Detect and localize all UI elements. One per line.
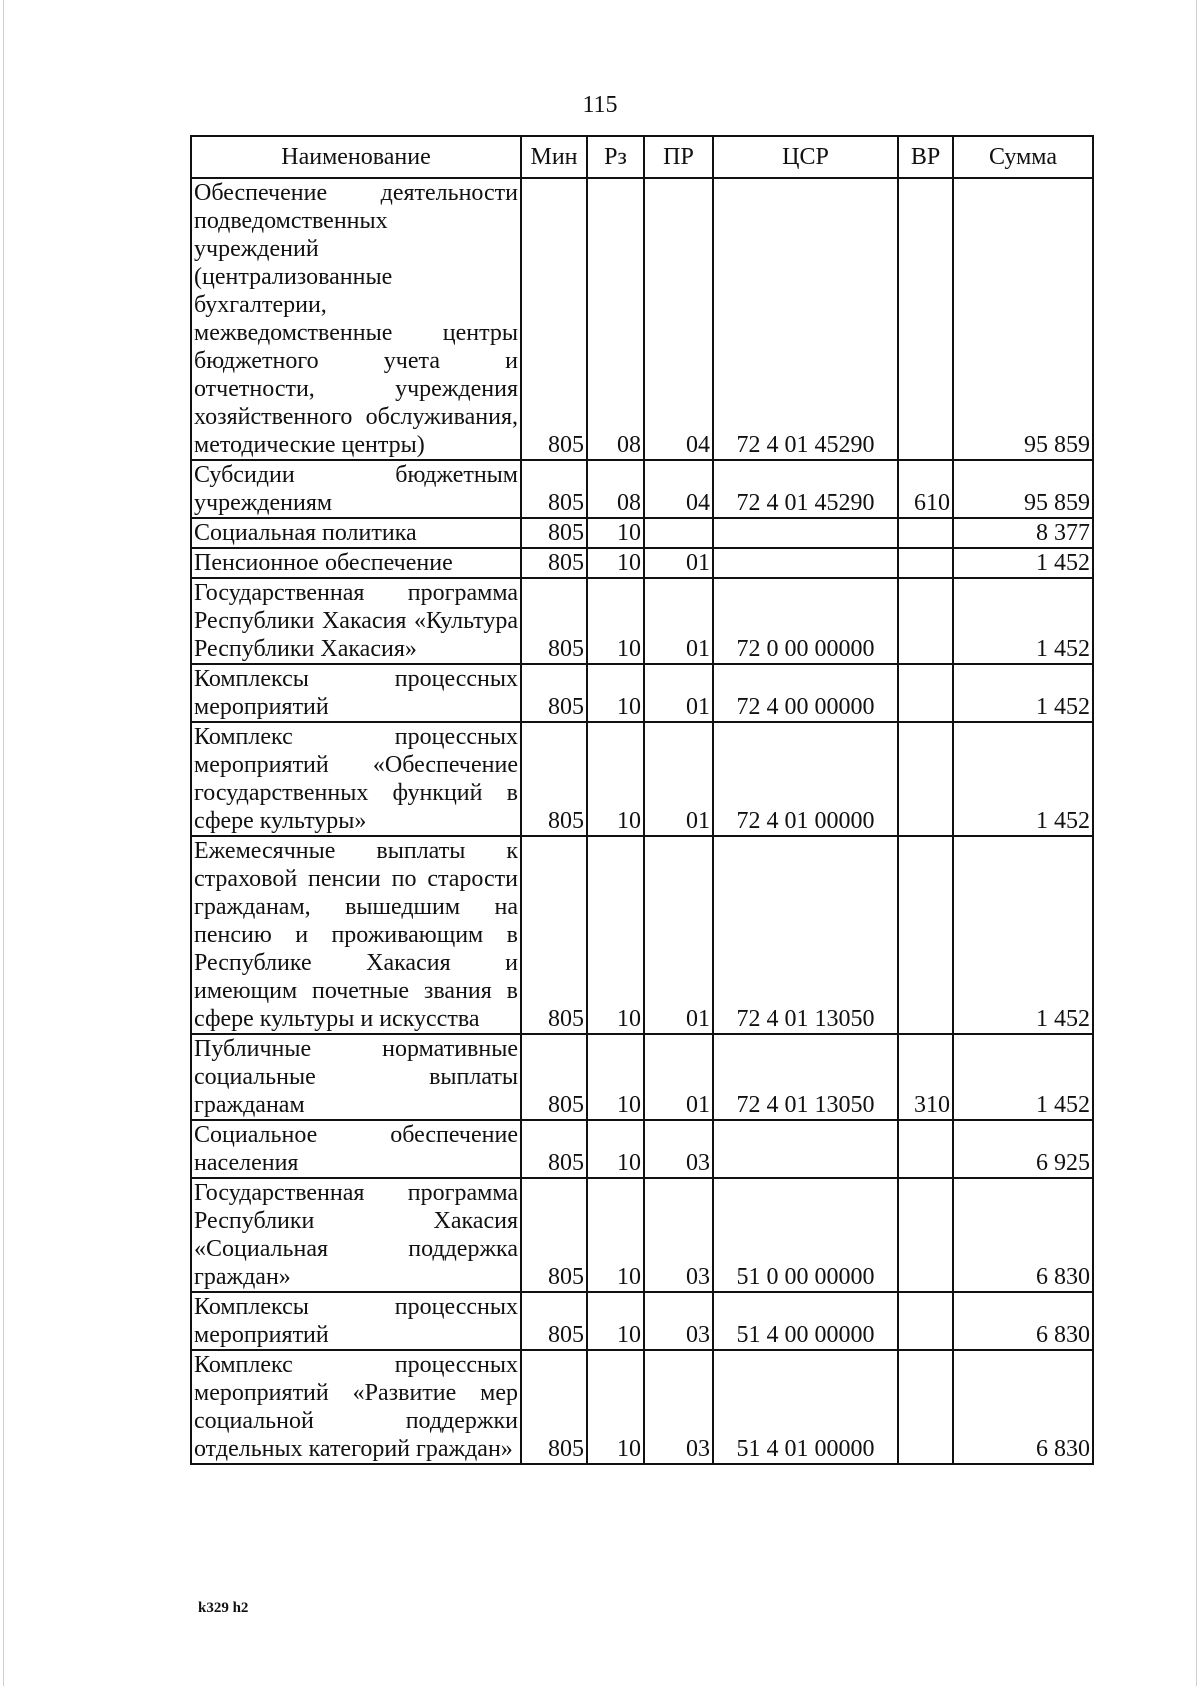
row-sum: 1 452	[953, 578, 1093, 664]
row-sum: 6 830	[953, 1178, 1093, 1292]
row-rz: 10	[587, 1292, 644, 1350]
row-min: 805	[521, 548, 587, 578]
header-vr: ВР	[898, 136, 953, 178]
row-sum: 1 452	[953, 664, 1093, 722]
row-sum: 6 925	[953, 1120, 1093, 1178]
row-name: Социальная политика	[191, 518, 521, 548]
row-vr	[898, 518, 953, 548]
row-min: 805	[521, 1350, 587, 1464]
row-name: Социальное обеспечение населения	[191, 1120, 521, 1178]
row-min: 805	[521, 1178, 587, 1292]
row-csr: 72 4 01 00000	[713, 722, 898, 836]
row-csr: 51 4 01 00000	[713, 1350, 898, 1464]
row-sum: 1 452	[953, 836, 1093, 1034]
row-min: 805	[521, 722, 587, 836]
scan-edge-line	[1196, 0, 1197, 1686]
row-name: Государственная программа Республики Хакасия «Социальная поддержка граждан»	[191, 1178, 521, 1292]
row-pr: 01	[644, 1034, 713, 1120]
row-name: Обеспечение деятельности подведомственных учреждений (централизованные бухгалтерии, межведомственные центры бюджетного учета и отчетности, учреждения хозяйственного обслуживания, методические центры)	[191, 178, 521, 460]
row-sum: 95 859	[953, 460, 1093, 518]
row-vr	[898, 1350, 953, 1464]
row-sum: 6 830	[953, 1292, 1093, 1350]
row-rz: 10	[587, 1350, 644, 1464]
table-row	[191, 1178, 1093, 1292]
table-row	[191, 548, 1093, 578]
row-vr	[898, 1120, 953, 1178]
row-pr: 01	[644, 578, 713, 664]
row-csr: 72 0 00 00000	[713, 578, 898, 664]
table-row	[191, 518, 1093, 548]
row-vr	[898, 664, 953, 722]
table-row	[191, 664, 1093, 722]
row-min: 805	[521, 1292, 587, 1350]
row-pr: 03	[644, 1120, 713, 1178]
row-sum: 8 377	[953, 518, 1093, 548]
budget-table	[190, 135, 1094, 1465]
table-row	[191, 178, 1093, 460]
row-min: 805	[521, 1034, 587, 1120]
table-row	[191, 1120, 1093, 1178]
row-min: 805	[521, 664, 587, 722]
row-name: Комплексы процессных мероприятий	[191, 1292, 521, 1350]
row-pr: 01	[644, 722, 713, 836]
header-csr: ЦСР	[713, 136, 898, 178]
table-row	[191, 1350, 1093, 1464]
row-name: Комплексы процессных мероприятий	[191, 664, 521, 722]
row-csr: 72 4 01 13050	[713, 1034, 898, 1120]
table-row	[191, 1292, 1093, 1350]
document-code: k329 h2	[198, 1600, 249, 1616]
row-rz: 08	[587, 460, 644, 518]
row-name: Публичные нормативные социальные выплаты гражданам	[191, 1034, 521, 1120]
table-row	[191, 460, 1093, 518]
row-rz: 10	[587, 664, 644, 722]
row-name: Комплекс процессных мероприятий «Обеспечение государственных функций в сфере культуры»	[191, 722, 521, 836]
row-vr	[898, 1292, 953, 1350]
row-rz: 10	[587, 1178, 644, 1292]
row-name: Субсидии бюджетным учреждениям	[191, 460, 521, 518]
row-min: 805	[521, 1120, 587, 1178]
header-name: Наименование	[191, 136, 521, 178]
row-csr: 72 4 00 00000	[713, 664, 898, 722]
row-csr: 72 4 01 45290	[713, 178, 898, 460]
row-sum: 6 830	[953, 1350, 1093, 1464]
row-rz: 10	[587, 548, 644, 578]
row-pr: 03	[644, 1178, 713, 1292]
row-sum: 1 452	[953, 722, 1093, 836]
row-min: 805	[521, 460, 587, 518]
row-csr: 51 0 00 00000	[713, 1178, 898, 1292]
row-vr	[898, 722, 953, 836]
table-row	[191, 722, 1093, 836]
row-vr	[898, 836, 953, 1034]
row-min: 805	[521, 518, 587, 548]
row-sum: 95 859	[953, 178, 1093, 460]
row-name: Государственная программа Республики Хакасия «Культура Республики Хакасия»	[191, 578, 521, 664]
row-csr: 72 4 01 13050	[713, 836, 898, 1034]
row-min: 805	[521, 178, 587, 460]
header-pr: ПР	[644, 136, 713, 178]
row-csr: 72 4 01 45290	[713, 460, 898, 518]
row-min: 805	[521, 836, 587, 1034]
row-rz: 10	[587, 722, 644, 836]
row-rz: 08	[587, 178, 644, 460]
row-vr	[898, 178, 953, 460]
row-vr: 310	[898, 1034, 953, 1120]
header-min: Мин	[521, 136, 587, 178]
row-csr	[713, 548, 898, 578]
header-rz: Рз	[587, 136, 644, 178]
row-vr	[898, 1178, 953, 1292]
table-row	[191, 1034, 1093, 1120]
row-name: Ежемесячные выплаты к страховой пенсии по старости гражданам, вышедшим на пенсию и проживающим в Республике Хакасия и имеющим почетные звания в сфере культуры и искусства	[191, 836, 521, 1034]
row-pr: 04	[644, 460, 713, 518]
row-rz: 10	[587, 1120, 644, 1178]
row-pr: 04	[644, 178, 713, 460]
scan-edge-line	[3, 0, 4, 1686]
row-name: Пенсионное обеспечение	[191, 548, 521, 578]
row-pr: 01	[644, 836, 713, 1034]
row-sum: 1 452	[953, 548, 1093, 578]
row-csr	[713, 1120, 898, 1178]
table-row	[191, 578, 1093, 664]
row-pr: 03	[644, 1350, 713, 1464]
table-row	[191, 836, 1093, 1034]
table-header-row	[191, 136, 1093, 178]
header-sum: Сумма	[953, 136, 1093, 178]
row-rz: 10	[587, 836, 644, 1034]
row-rz: 10	[587, 578, 644, 664]
row-rz: 10	[587, 1034, 644, 1120]
row-vr: 610	[898, 460, 953, 518]
row-min: 805	[521, 578, 587, 664]
row-sum: 1 452	[953, 1034, 1093, 1120]
row-pr: 01	[644, 548, 713, 578]
row-name: Комплекс процессных мероприятий «Развитие мер социальной поддержки отдельных категорий граждан»	[191, 1350, 521, 1464]
row-csr	[713, 518, 898, 548]
row-pr: 01	[644, 664, 713, 722]
row-vr	[898, 578, 953, 664]
page-number: 115	[582, 92, 618, 118]
row-rz: 10	[587, 518, 644, 548]
row-pr	[644, 518, 713, 548]
row-vr	[898, 548, 953, 578]
row-pr: 03	[644, 1292, 713, 1350]
row-csr: 51 4 00 00000	[713, 1292, 898, 1350]
